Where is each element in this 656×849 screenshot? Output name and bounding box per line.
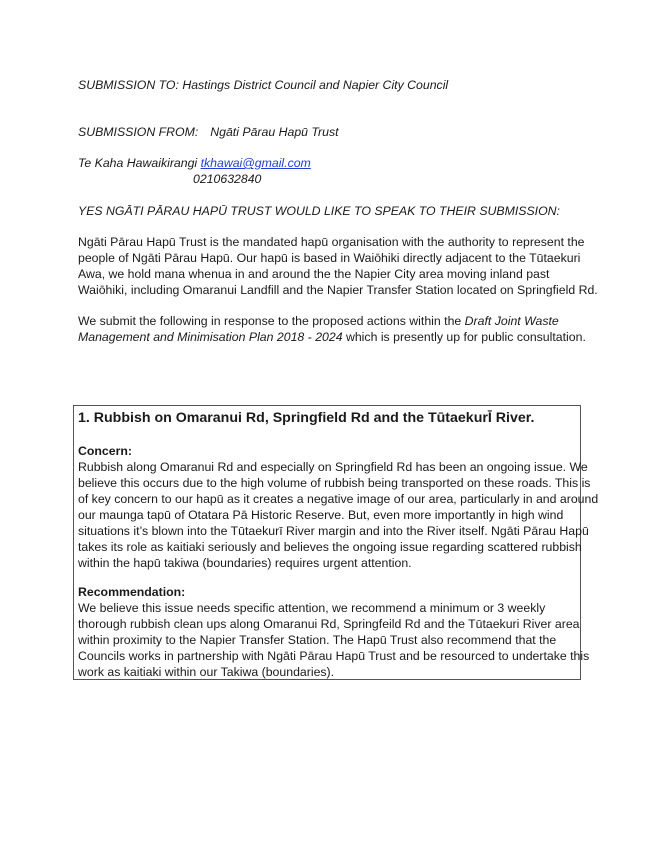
contact-line [78,155,311,171]
intro-line: people of Ngāti Pārau Hapū. Our hapū is based in Waiōhiki directly adjacent to the Tūtaekuri [78,251,581,265]
recommendation-line: Councils works in partnership with Ngāti Pārau Hapū Trust and be resourced to undertake this [78,649,590,663]
intro-paragraph [78,234,598,298]
issue-title: 1. Rubbish on Omaranui Rd, Springfield Rd and the TūtaekurĪ River. [78,410,535,426]
submission-from [78,124,339,140]
concern-label: Concern: [78,444,132,458]
response-line-2: Management and Minimisation Plan 2018 - 2024 which is presently up for public consultation. [78,330,586,344]
recommendation-line: thorough rubbish clean ups along Omaranui Rd, Springfeild Rd and the Tūtaekuri River area [78,617,580,631]
recommendation-label: Recommendation: [78,585,186,599]
response-line-1: We submit the following in response to the proposed actions within the Draft Joint Waste [78,314,559,328]
contact-name: Te Kaha Hawaikirangi [78,156,198,170]
concern-line: our maunga tapū of Otatara Pā Historic Reserve. But, even more importantly in high wind [78,508,564,522]
intro-line: Ngāti Pārau Hapū Trust is the mandated hapū organisation with the authority to represent the [78,235,585,249]
submission-to: SUBMISSION TO: Hastings District Council and Napier City Council [78,78,449,92]
issue-box [73,405,599,680]
contact-phone: 0210632840 [193,172,262,186]
recommendation-line: within proximity to the Napier Transfer Station. The Hapū Trust also recommend that the [78,633,557,647]
concern-line: of key concern to our hapū as it creates a negative image of our area, particularly in and around [78,492,599,506]
speak-notice: YES NGĀTI PĀRAU HAPŪ TRUST WOULD LIKE TO SPEAK TO THEIR SUBMISSION: [78,204,560,218]
concern-line: within the hapū takiwa (boundaries) requires urgent attention. [78,556,412,570]
concern-line: believe this occurs due to the high volume of rubbish being transported on these roads. This is [78,476,591,490]
concern-line: Rubbish along Omaranui Rd and especially on Springfield Rd has been an ongoing issue. We [78,460,588,474]
contact-email-link[interactable]: tkhawai@gmail.com [200,156,311,170]
concern-line: takes its role as kaitiaki seriously and believes the ongoing issue regarding scattered rubbish [78,540,582,554]
recommendation-line: work as kaitiaki within our Takiwa (boundaries). [78,665,335,679]
concern-line: situations it’s blown into the Tūtaekurī River margin and into the River itself. Ngāti Pārau Hapū [78,524,589,538]
recommendation-line: We believe this issue needs specific attention, we recommend a minimum or 3 weekly [78,601,546,615]
concern-paragraph [78,459,598,571]
submission-from-label: SUBMISSION FROM: [78,125,199,139]
recommendation-paragraph [78,600,589,680]
submission-from-value: Ngāti Pārau Hapū Trust [210,125,339,139]
intro-line: Awa, we hold mana whenua in and around the the Napier City area moving inland past [78,267,550,281]
intro-line: Waiōhiki, including Omaranui Landfill and the Napier Transfer Station located on Springfield Rd. [78,283,598,297]
response-paragraph [78,313,586,345]
